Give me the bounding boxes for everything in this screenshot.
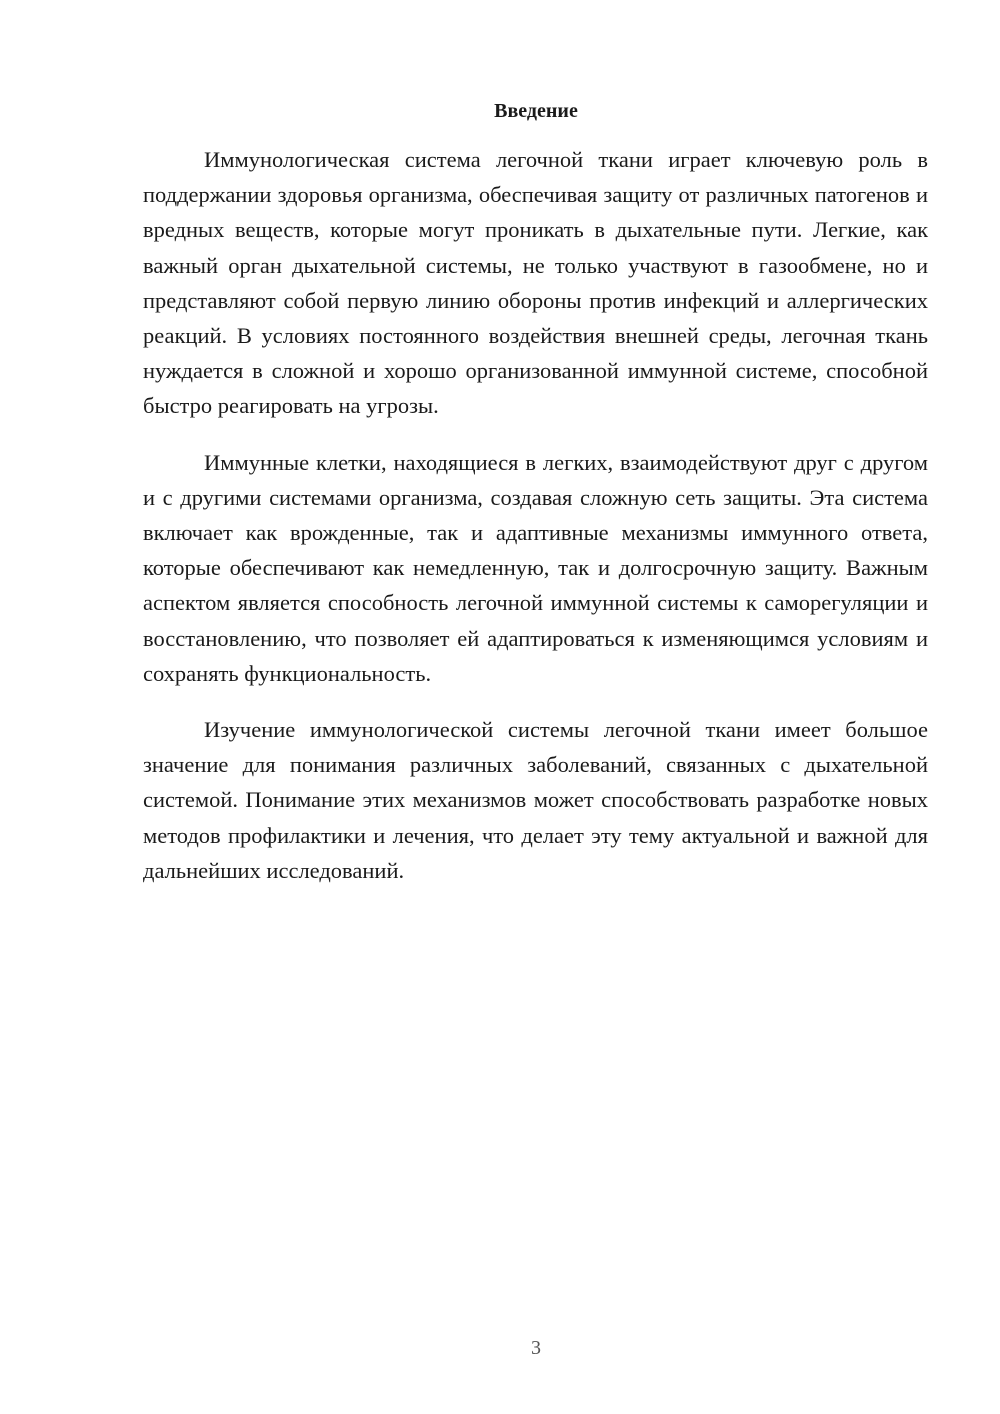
body-text <box>143 142 928 909</box>
paragraph-1: Иммунологическая система легочной ткани играет ключевую роль в поддержании здоровья организма, обеспечивая защиту от различных патогенов и вредных веществ, которые могут проникать в дыхательные пути. Легкие, как важный орган дыхательной системы, не только участвуют в газообмене, но и представляют собой первую линию обороны против инфекций и аллергических реакций. В условиях постоянного воздействия внешней среды, легочная ткань нуждается в сложной и хорошо организованной иммунной системе, способной быстро реагировать на угрозы. <box>143 147 928 419</box>
paragraph-3: Изучение иммунологической системы легочной ткани имеет большое значение для понимания различных заболеваний, связанных с дыхательной системой. Понимание этих механизмов может способствовать разработке новых методов профилактики и лечения, что делает эту тему актуальной и важной для дальнейших исследований. <box>143 717 928 883</box>
page-number: 3 <box>531 1337 541 1359</box>
paragraph-2: Иммунные клетки, находящиеся в легких, взаимодействуют друг с другом и с другими системами организма, создавая сложную сеть защиты. Эта система включает как врожденные, так и адаптивные механизмы иммунного ответа, которые обеспечивают как немедленную, так и долгосрочную защиту. Важным аспектом является способность легочной иммунной системы к саморегуляции и восстановлению, что позволяет ей адаптироваться к изменяющимся условиям и сохранять функциональность. <box>143 449 928 686</box>
section-heading: Введение <box>494 100 578 122</box>
